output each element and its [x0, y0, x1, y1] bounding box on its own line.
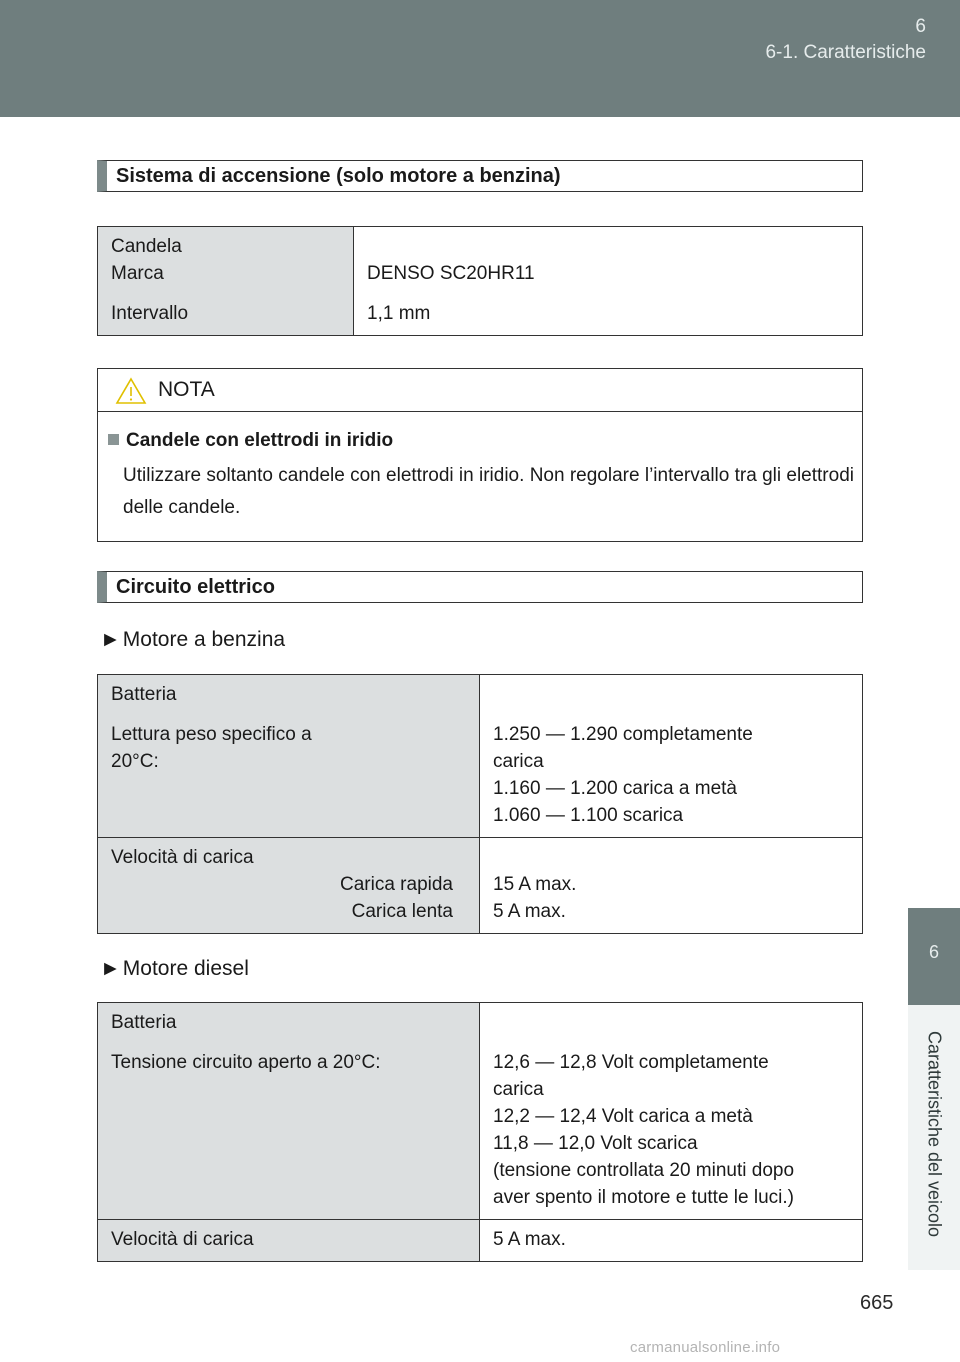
diesel-heading	[100, 957, 249, 981]
diesel-voltage-label: Tensione circuito aperto a 20°C:	[111, 1052, 381, 1073]
petrol-heading-text: Motore a benzina	[122, 628, 286, 651]
ignition-section-title: Sistema di accensione (solo motore a benzina)	[97, 160, 863, 192]
side-tab	[908, 908, 960, 1005]
diesel-spec-table	[97, 1002, 863, 1262]
petrol-sg-value-2: carica	[493, 751, 544, 772]
petrol-sg-value-4: 1.060 — 1.100 scarica	[493, 805, 684, 826]
diesel-rate-label: Velocità di carica	[111, 1229, 254, 1250]
petrol-sg-label-1: Lettura peso specifico a	[111, 724, 312, 745]
side-tab-label: Caratteristiche del veicolo	[924, 1030, 945, 1238]
diesel-rate-label-cell	[98, 1220, 480, 1262]
table-row	[98, 675, 863, 838]
table-row	[98, 1003, 863, 1220]
gap-label: Intervallo	[111, 303, 189, 324]
petrol-rate-label: Velocità di carica	[111, 847, 254, 868]
diesel-voltage-value-3: 12,2 — 12,4 Volt carica a metà	[493, 1106, 753, 1127]
brand-value: DENSO SC20HR11	[367, 263, 535, 284]
brand-label: Marca	[111, 263, 164, 284]
note-body	[98, 412, 862, 524]
diesel-voltage-value-5: (tensione controllata 20 minuti dopo	[493, 1160, 795, 1181]
petrol-spec-table	[97, 674, 863, 934]
header-section-title: 6-1. Caratteristiche	[765, 42, 926, 63]
petrol-rate-fast-label: Carica rapida	[340, 874, 453, 895]
ignition-values-cell	[354, 227, 863, 336]
petrol-rate-fast-value: 15 A max.	[493, 874, 577, 895]
warning-triangle-icon	[115, 377, 147, 405]
bullet-square-icon	[108, 434, 119, 445]
petrol-battery-value-cell	[480, 675, 863, 838]
petrol-heading	[100, 628, 285, 652]
petrol-sg-label-2: 20°C:	[111, 751, 159, 772]
ignition-spec-table	[97, 226, 863, 336]
petrol-sg-value-3: 1.160 — 1.200 carica a metà	[493, 778, 737, 799]
petrol-battery-label-cell	[98, 675, 480, 838]
watermark: carmanualsonline.info	[630, 1339, 781, 1356]
petrol-sg-value-1: 1.250 — 1.290 completamente	[493, 724, 753, 745]
header-text	[765, 14, 926, 66]
table-row	[98, 1220, 863, 1262]
table-row	[98, 838, 863, 934]
header-chapter-number: 6	[915, 16, 926, 37]
side-tab-number: 6	[928, 942, 939, 962]
diesel-battery-value-cell	[480, 1003, 863, 1220]
diesel-rate-value-cell	[480, 1220, 863, 1262]
diesel-rate-value: 5 A max.	[493, 1229, 566, 1250]
spark-plug-label: Candela	[111, 236, 182, 257]
ignition-labels-cell	[98, 227, 354, 336]
note-header	[98, 369, 862, 412]
diesel-voltage-value-6: aver spento il motore e tutte le luci.)	[493, 1187, 794, 1208]
note-box	[97, 368, 863, 542]
diesel-battery-label-cell	[98, 1003, 480, 1220]
triangle-bullet-icon: ►	[100, 628, 121, 651]
page-number: 665	[860, 1292, 894, 1314]
diesel-battery-label: Batteria	[111, 1012, 177, 1033]
petrol-rate-slow-label: Carica lenta	[351, 901, 453, 922]
circuit-section-title: Circuito elettrico	[97, 571, 863, 603]
diesel-voltage-value-4: 11,8 — 12,0 Volt scarica	[493, 1133, 698, 1154]
note-item-title-text: Candele con elettrodi in iridio	[126, 430, 394, 451]
diesel-heading-text: Motore diesel	[122, 957, 249, 980]
note-item-text: Utilizzare soltanto candele con elettrodi in iridio. Non regolare l’intervallo tra gli elettrodi delle candele.	[123, 465, 854, 518]
header-band	[0, 0, 960, 117]
triangle-bullet-icon: ►	[100, 957, 121, 980]
diesel-voltage-value-2: carica	[493, 1079, 544, 1100]
petrol-rate-value-cell	[480, 838, 863, 934]
table-row	[98, 227, 863, 336]
petrol-rate-slow-value: 5 A max.	[493, 901, 566, 922]
gap-value: 1,1 mm	[367, 303, 431, 324]
petrol-rate-label-cell	[98, 838, 480, 934]
note-item-title	[108, 428, 854, 454]
petrol-battery-label: Batteria	[111, 684, 177, 705]
diesel-voltage-value-1: 12,6 — 12,8 Volt completamente	[493, 1052, 769, 1073]
note-title: NOTA	[158, 378, 215, 401]
